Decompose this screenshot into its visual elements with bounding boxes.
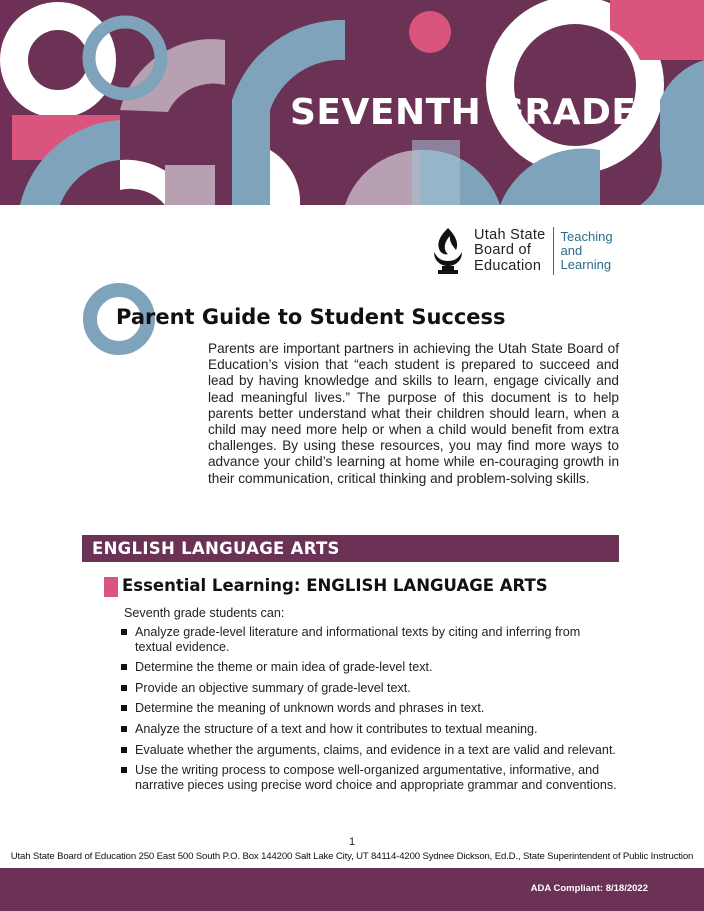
- logo-dept-line: and: [560, 243, 583, 258]
- logo-divider: [553, 227, 554, 275]
- essential-learning-title: Essential Learning: ENGLISH LANGUAGE ARTS: [122, 576, 548, 595]
- page-number: 1: [348, 836, 356, 848]
- logo-dept-line: Learning: [560, 257, 612, 272]
- list-item-text: Determine the theme or main idea of grade-level text.: [135, 660, 433, 675]
- list-item-text: Provide an objective summary of grade-level text.: [135, 680, 411, 695]
- ada-compliance: ADA Compliant: 8/18/2022: [530, 883, 648, 894]
- list-item-text: Determine the meaning of unknown words and phrases in text.: [135, 701, 485, 716]
- list-item: [120, 722, 620, 737]
- list-item: [120, 743, 620, 758]
- logo-org-name: [474, 228, 546, 275]
- header-banner: [0, 0, 704, 205]
- square-bullet-icon: [121, 685, 127, 691]
- banner-title: SEVENTH GRADE: [290, 92, 637, 133]
- footer-address: Utah State Board of Education 250 East 500 South P.O. Box 144200 Salt Lake City, UT 84114-4200 Sydnee Dickson, Ed.D., State Superintendent of Public Instruction: [10, 851, 694, 862]
- list-item-text: Evaluate whether the arguments, claims, and evidence in a text are valid and relevant.: [135, 742, 616, 757]
- list-item: [120, 701, 620, 716]
- square-bullet-icon: [121, 629, 127, 635]
- list-item: [120, 660, 620, 675]
- square-bullet-icon: [121, 705, 127, 711]
- logo-org-line: Education: [474, 257, 542, 274]
- logo-org-line: Board of: [474, 242, 532, 259]
- list-item-text: Analyze grade-level literature and informational texts by citing and inferring from textual evidence.: [135, 625, 581, 654]
- list-item: [120, 625, 620, 654]
- logo-dept-line: Teaching: [560, 229, 613, 244]
- square-bullet-icon: [121, 747, 127, 753]
- guide-title: Parent Guide to Student Success: [116, 305, 506, 329]
- essential-list: [120, 625, 620, 798]
- list-item-text: Use the writing process to compose well-organized argumentative, informative, and narrative pieces using precise word choice and appropriate grammar and conventions.: [135, 763, 617, 792]
- list-item-text: Analyze the structure of a text and how it contributes to textual meaning.: [135, 721, 538, 736]
- square-bullet-icon: [121, 767, 127, 773]
- usbe-logo: [430, 226, 613, 276]
- logo-dept-name: [561, 230, 613, 272]
- list-item: [120, 763, 620, 792]
- essential-marker: [104, 577, 118, 597]
- torch-icon: [430, 226, 466, 276]
- square-bullet-icon: [121, 726, 127, 732]
- intro-paragraph: Parents are important partners in achieving the Utah State Board of Education’s vision that “each student is prepared to succeed and lead by having knowledge and skills to learn, engage civically and lead meaningful lives.” The purpose of this document is to help parents better understand what their children should learn, when a child may need more help or when a child would benefit from extra challenges. By using these resources, you may find more ways to advance your child’s learning at home while en-couraging growth in their communication, critical thinking and problem-solving skills.: [208, 341, 619, 486]
- section-title: ENGLISH LANGUAGE ARTS: [92, 539, 340, 558]
- square-bullet-icon: [121, 664, 127, 670]
- section-header: [82, 535, 619, 562]
- essential-lead: Seventh grade students can:: [124, 606, 285, 620]
- list-item: [120, 681, 620, 696]
- footer-bar: [0, 868, 704, 911]
- logo-org-line: Utah State: [474, 226, 546, 243]
